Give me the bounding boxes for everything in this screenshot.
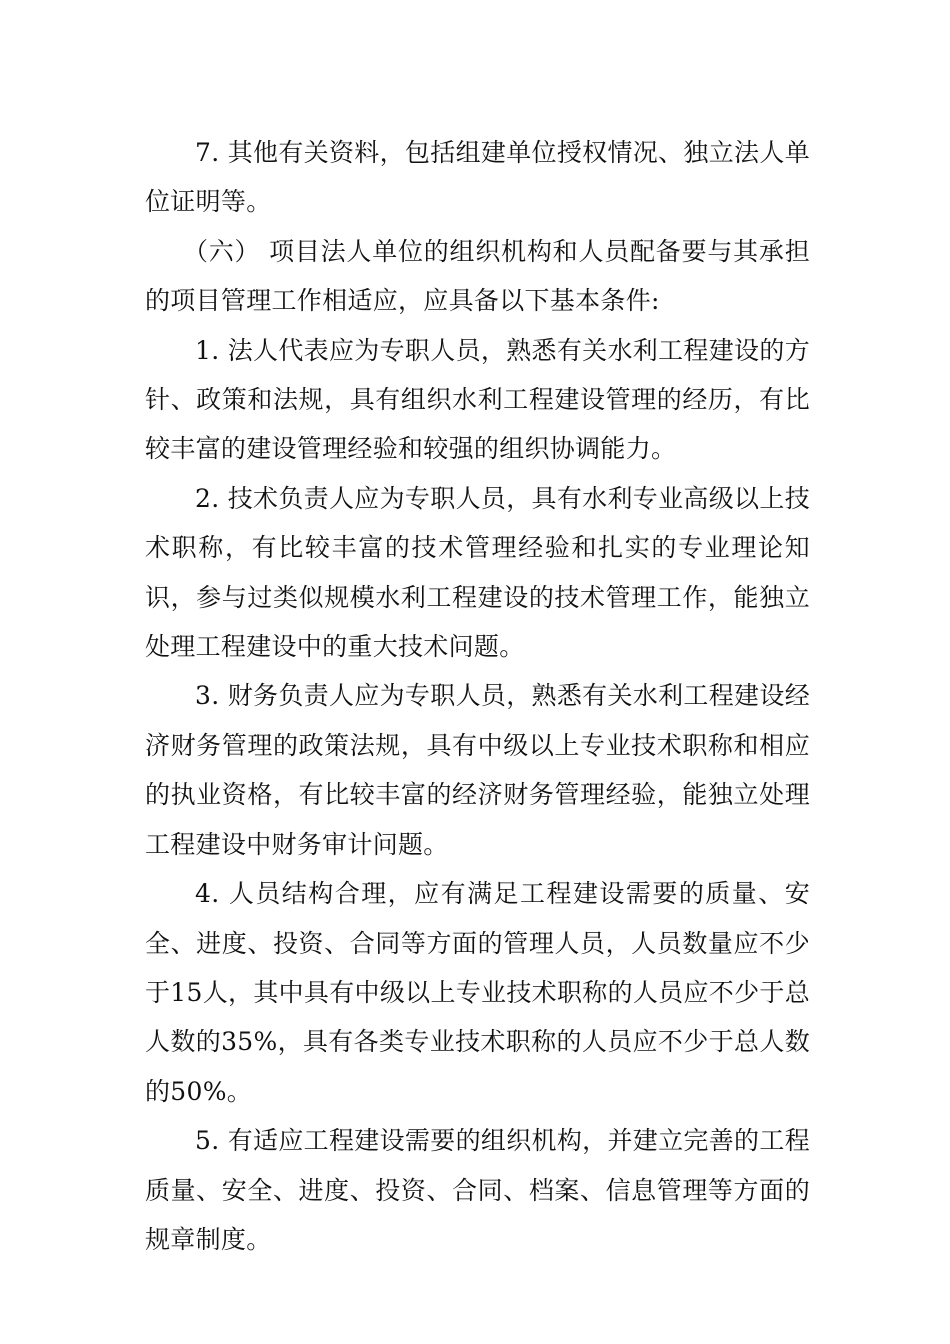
- paragraph-item-3-finance-lead: 3. 财务负责人应为专职人员，熟悉有关水利工程建设经济财务管理的政策法规，具有中级以上专业技术职称和相应的执业资格，有比较丰富的经济财务管理经验，能独立处理工程建设中财务审计问题。: [145, 681, 810, 859]
- paragraph-item-2-tech-lead: 2. 技术负责人应为专职人员，具有水利专业高级以上技术职称，有比较丰富的技术管理经验和扎实的专业理论知识，参与过类似规模水利工程建设的技术管理工作，能独立处理工程建设中的重大技术问题。: [145, 483, 810, 662]
- document-body: [145, 128, 810, 1264]
- paragraph-item-1-legal-rep: 1. 法人代表应为专职人员，熟悉有关水利工程建设的方针、政策和法规，具有组织水利工程建设管理的经历，有比较丰富的建设管理经验和较强的组织协调能力。: [145, 335, 810, 464]
- paragraph-item-7-materials: 7. 其他有关资料，包括组建单位授权情况、独立法人单位证明等。: [145, 138, 810, 217]
- paragraph-section-6-heading: （六） 项目法人单位的组织机构和人员配备要与其承担的项目管理工作相适应，应具备以下基本条件:: [145, 236, 810, 316]
- paragraph-item-4-staff-structure: 4. 人员结构合理，应有满足工程建设需要的质量、安全、进度、投资、合同等方面的管理人员，人员数量应不少于15人，其中具有中级以上专业技术职称的人员应不少于总人数的35%，具有各类专业技术职称的人员应不少于总人数的50%。: [145, 879, 810, 1106]
- paragraph-item-5-org-system: 5. 有适应工程建设需要的组织机构，并建立完善的工程质量、安全、进度、投资、合同、档案、信息管理等方面的规章制度。: [145, 1126, 810, 1254]
